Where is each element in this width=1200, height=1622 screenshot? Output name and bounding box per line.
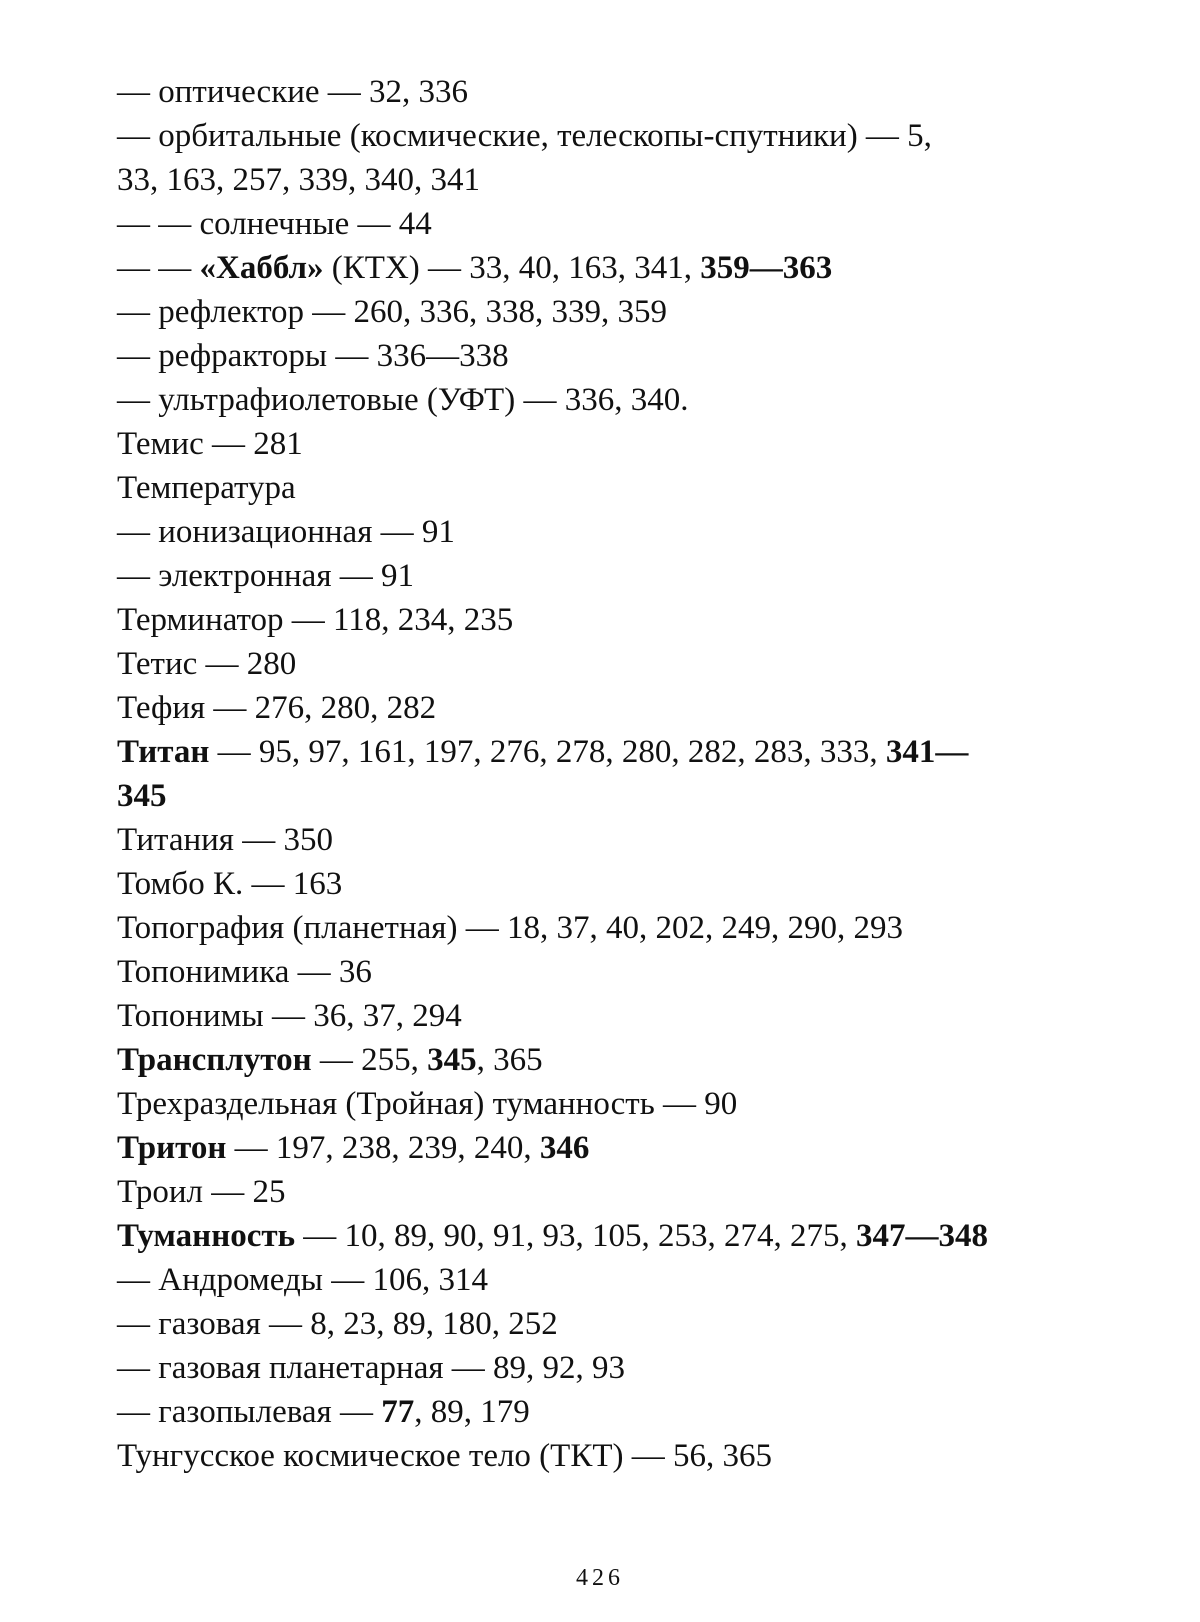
index-entry-toponymics — [117, 950, 1097, 994]
index-entry-tunguska — [117, 1434, 1097, 1478]
index-entry-nebula — [117, 1214, 1097, 1258]
entry-main-pages: 341— — [885, 734, 969, 770]
index-entries — [117, 70, 1097, 1478]
page-number: 426 — [576, 1565, 624, 1591]
entry-text: , 89, 179 — [414, 1394, 530, 1430]
entry-text: Темис — 281 — [117, 426, 303, 462]
index-entry-themis — [117, 422, 1097, 466]
entry-text: Тетис — 280 — [117, 646, 297, 682]
index-entry-andromeda — [117, 1258, 1097, 1302]
index-entry-troilus — [117, 1170, 1097, 1214]
entry-text: Температура — [117, 470, 296, 506]
index-entry-ultraviolet — [117, 378, 1097, 422]
entry-text: Топонимика — 36 — [117, 954, 372, 990]
index-entry-gaseous — [117, 1302, 1097, 1346]
entry-main-pages: 77 — [381, 1394, 415, 1430]
index-entry-temperature — [117, 466, 1097, 510]
index-entry-titan-continued — [117, 774, 1097, 818]
index-entry-optical — [117, 70, 1097, 114]
entry-main-pages: 359—363 — [700, 250, 833, 286]
index-entry-electron — [117, 554, 1097, 598]
entry-term: Титан — [117, 734, 210, 770]
entry-text: — рефракторы — 336—338 — [117, 338, 509, 374]
entry-term: Трансплутон — [117, 1042, 312, 1078]
index-entry-orbital — [117, 114, 1097, 158]
entry-text: — рефлектор — 260, 336, 338, 339, 359 — [117, 294, 668, 330]
index-entry-solar — [117, 202, 1097, 246]
index-entry-reflector — [117, 290, 1097, 334]
entry-text: — — — [117, 250, 200, 286]
entry-text: — газопылевая — — [117, 1394, 382, 1430]
index-entry-gas-dust — [117, 1390, 1097, 1434]
entry-text: — орбитальные (космические, телескопы-спутники) — 5, — [117, 118, 932, 154]
index-entry-refractors — [117, 334, 1097, 378]
index-entry-triton — [117, 1126, 1097, 1170]
entry-text: , 365 — [476, 1042, 543, 1078]
entry-text: — ультрафиолетовые (УФТ) — 336, 340. — [117, 382, 689, 418]
entry-text: Томбо К. — 163 — [117, 866, 343, 902]
entry-text: Тефия — 276, 280, 282 — [117, 690, 437, 726]
entry-text: Топонимы — 36, 37, 294 — [117, 998, 462, 1034]
entry-main-pages: 345 — [427, 1042, 477, 1078]
index-entry-terminator — [117, 598, 1097, 642]
entry-text: Топография (планетная) — 18, 37, 40, 202, 249, 290, 293 — [117, 910, 903, 946]
entry-text: — Андромеды — 106, 314 — [117, 1262, 488, 1298]
entry-text: — 95, 97, 161, 197, 276, 278, 280, 282, 283, 333, — [209, 734, 886, 770]
entry-text: Тунгусское космическое тело (ТКТ) — 56, 365 — [117, 1438, 772, 1474]
index-entry-titan — [117, 730, 1097, 774]
index-entry-ionization — [117, 510, 1097, 554]
entry-main-pages: 345 — [117, 778, 167, 814]
entry-main-pages: 347—348 — [856, 1218, 989, 1254]
entry-text: — электронная — 91 — [117, 558, 414, 594]
index-entry-tethys — [117, 642, 1097, 686]
index-entry-toponyms — [117, 994, 1097, 1038]
entry-text: 33, 163, 257, 339, 340, 341 — [117, 162, 480, 198]
index-entry-planetary-gaseous — [117, 1346, 1097, 1390]
index-entry-tefiya — [117, 686, 1097, 730]
entry-text: — 255, — [311, 1042, 428, 1078]
entry-term: «Хаббл» — [199, 250, 324, 286]
entry-text: (КТХ) — 33, 40, 163, 341, — [323, 250, 701, 286]
index-entry-trifid-nebula — [117, 1082, 1097, 1126]
entry-text: — ионизационная — 91 — [117, 514, 455, 550]
index-entry-transpluto — [117, 1038, 1097, 1082]
entry-text: — — солнечные — 44 — [117, 206, 432, 242]
index-entry-hubble — [117, 246, 1097, 290]
entry-text: — оптические — 32, 336 — [117, 74, 469, 110]
entry-text: Титания — 350 — [117, 822, 333, 858]
entry-text: Терминатор — 118, 234, 235 — [117, 602, 514, 638]
entry-term: Туманность — [117, 1218, 296, 1254]
entry-text: — газовая планетарная — 89, 92, 93 — [117, 1350, 626, 1386]
entry-text: — 197, 238, 239, 240, — [226, 1130, 540, 1166]
entry-main-pages: 346 — [539, 1130, 590, 1166]
index-entry-tombaugh — [117, 862, 1097, 906]
entry-term: Тритон — [117, 1130, 227, 1166]
entry-text: — газовая — 8, 23, 89, 180, 252 — [117, 1306, 558, 1342]
index-entry-titania — [117, 818, 1097, 862]
index-entry-orbital-continued — [117, 158, 1097, 202]
entry-text: Троил — 25 — [117, 1174, 286, 1210]
entry-text: Трехраздельная (Тройная) туманность — 90 — [117, 1086, 738, 1122]
entry-text: — 10, 89, 90, 91, 93, 105, 253, 274, 275, — [295, 1218, 857, 1254]
index-entry-topography — [117, 906, 1097, 950]
